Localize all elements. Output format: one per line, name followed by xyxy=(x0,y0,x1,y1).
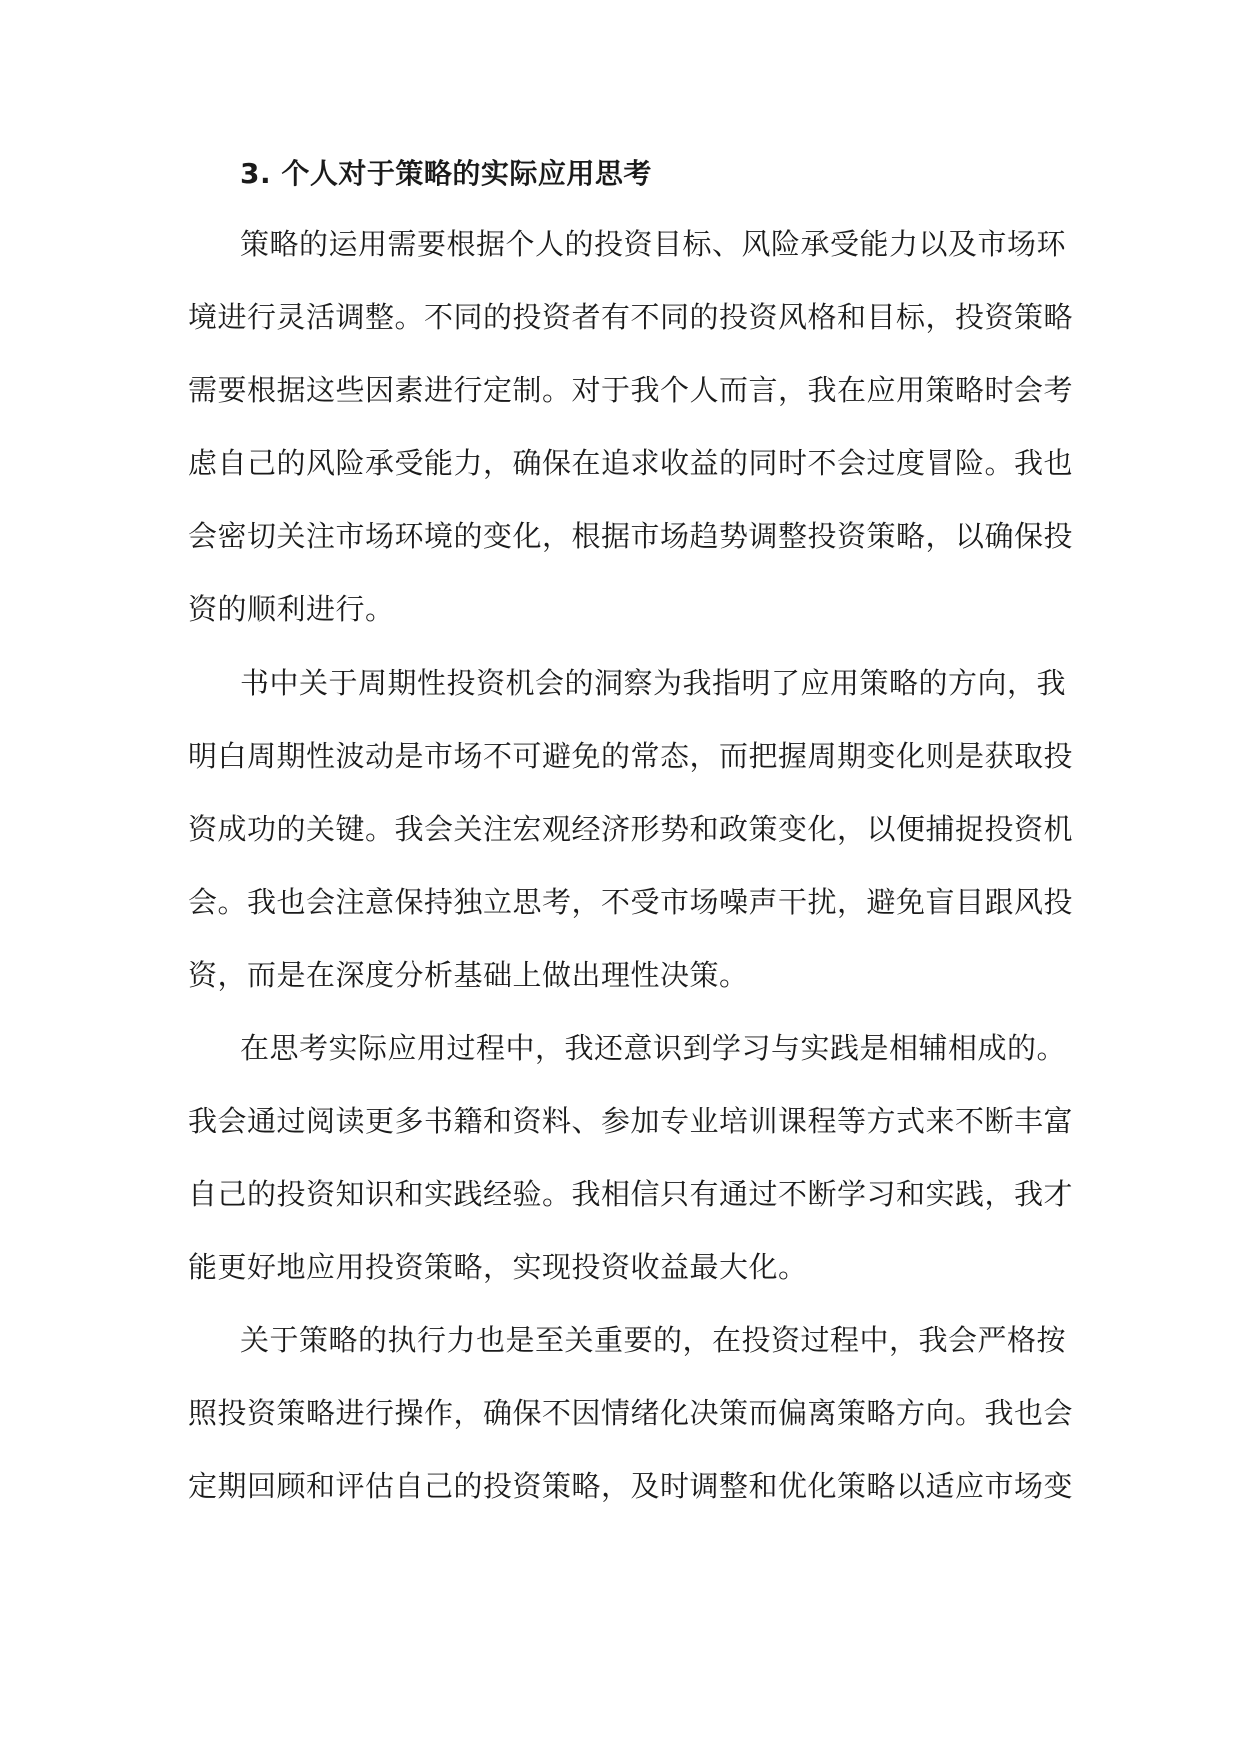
paragraph-line: 照投资策略进行操作，确保不因情绪化决策而偏离策略方向。我也会 xyxy=(188,1396,1074,1430)
paragraph-line: 在思考实际应用过程中，我还意识到学习与实践是相辅相成的。 xyxy=(240,1031,1067,1065)
paragraph-line: 资，而是在深度分析基础上做出理性决策。 xyxy=(188,958,749,992)
paragraph-line: 需要根据这些因素进行定制。对于我个人而言，我在应用策略时会考 xyxy=(188,373,1074,407)
paragraph-line: 资的顺利进行。 xyxy=(188,592,395,626)
section-heading: 3. 个人对于策略的实际应用思考 xyxy=(240,157,652,190)
paragraph-line: 书中关于周期性投资机会的洞察为我指明了应用策略的方向，我 xyxy=(240,666,1067,700)
paragraph-line: 境进行灵活调整。不同的投资者有不同的投资风格和目标，投资策略 xyxy=(188,300,1074,334)
paragraph-line: 我会通过阅读更多书籍和资料、参加专业培训课程等方式来不断丰富 xyxy=(188,1104,1074,1138)
paragraph-line: 虑自己的风险承受能力，确保在追求收益的同时不会过度冒险。我也 xyxy=(188,446,1074,480)
paragraph-line: 定期回顾和评估自己的投资策略，及时调整和优化策略以适应市场变 xyxy=(188,1469,1074,1503)
paragraph-line: 明白周期性波动是市场不可避免的常态，而把握周期变化则是获取投 xyxy=(188,739,1074,773)
paragraph-line: 能更好地应用投资策略，实现投资收益最大化。 xyxy=(188,1250,808,1284)
paragraph-line: 会密切关注市场环境的变化，根据市场趋势调整投资策略，以确保投 xyxy=(188,519,1074,553)
paragraph-line: 自己的投资知识和实践经验。我相信只有通过不断学习和实践，我才 xyxy=(188,1177,1074,1211)
paragraph-line: 关于策略的执行力也是至关重要的，在投资过程中，我会严格按 xyxy=(240,1323,1067,1357)
paragraph-line: 资成功的关键。我会关注宏观经济形势和政策变化，以便捕捉投资机 xyxy=(188,812,1074,846)
paragraph-line: 策略的运用需要根据个人的投资目标、风险承受能力以及市场环 xyxy=(240,227,1067,261)
paragraph-line: 会。我也会注意保持独立思考，不受市场噪声干扰，避免盲目跟风投 xyxy=(188,885,1074,919)
